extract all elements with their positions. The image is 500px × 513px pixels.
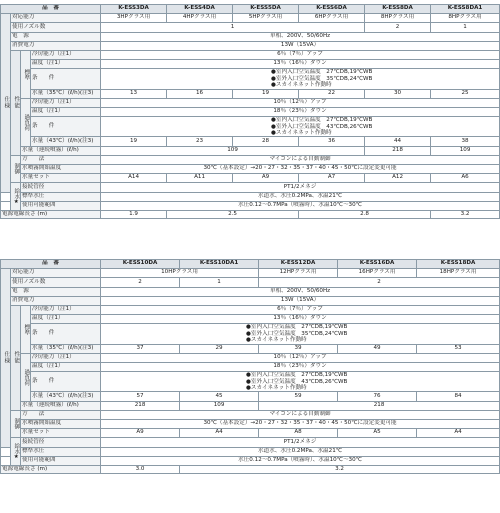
range-value: 水圧0.12〜0.7MPa（噴霧時）、水温10℃〜30℃ bbox=[101, 201, 500, 210]
power-label: 電 源 bbox=[11, 287, 101, 296]
power-label: 電 源 bbox=[11, 32, 101, 41]
water-heavy-cell: 84 bbox=[417, 392, 500, 401]
model-cell: K-ESS10DA1 bbox=[180, 260, 259, 269]
water-cont-cell: 218 bbox=[101, 401, 180, 410]
water-heavy-cell: 19 bbox=[101, 137, 167, 146]
stdwater-value: 水道水、水圧0.2MPa、水温21℃ bbox=[101, 447, 500, 456]
cond-std-row bbox=[1, 69, 500, 89]
consumption-value: 13W（15VA） bbox=[101, 296, 500, 305]
temp-std-value: 13％（16％）ダウン bbox=[101, 60, 500, 69]
water-heavy-row bbox=[1, 392, 500, 401]
temp-heavy-row bbox=[1, 107, 500, 116]
range-value: 水圧0.12〜0.7MPa（噴霧時）、水温10℃〜30℃ bbox=[101, 456, 500, 465]
temp-heavy-value: 18％（23％）ダウン bbox=[101, 362, 500, 371]
cond-label: 条 件 bbox=[31, 69, 101, 89]
temp-std-value: 13％（16％）ダウン bbox=[101, 315, 500, 324]
temp-std-row bbox=[1, 60, 500, 69]
set-label: 水量セット bbox=[21, 174, 101, 183]
stdwater-label: 標準水圧 bbox=[21, 447, 101, 456]
water-std-label: 水量（35℃）(ℓ/h)(注3) bbox=[31, 344, 101, 353]
range-row bbox=[1, 456, 500, 465]
cool-heavy-value: 10％（12％）アップ bbox=[101, 98, 500, 107]
capacity-cell: 10HPクラス用 bbox=[101, 269, 259, 278]
water-heavy-row bbox=[1, 137, 500, 146]
capacity-cell: 8HPクラス用 bbox=[431, 14, 500, 23]
water-std-cell: 37 bbox=[101, 344, 180, 353]
consumption-label: 消費電力 bbox=[11, 296, 101, 305]
water-heavy-cell: 59 bbox=[259, 392, 338, 401]
method-value: マイコンによる自動制御 bbox=[101, 155, 500, 164]
water-std-cell: 22 bbox=[299, 89, 365, 98]
set-cell: A9 bbox=[233, 174, 299, 183]
cool-heavy-row bbox=[1, 98, 500, 107]
temp-label: 温度（注1） bbox=[31, 107, 101, 116]
water-std-cell: 39 bbox=[259, 344, 338, 353]
cable-label: 電源電線長さ (m) bbox=[1, 210, 101, 218]
method-value: マイコンによる自動制御 bbox=[101, 410, 500, 419]
water-heavy-label: 水量（43℃）(ℓ/h)(注3) bbox=[31, 137, 101, 146]
cond-std-value: ●室内入口空気温度 27℃DB,19℃WB ●室外入口空気温度 35℃DB,24℃WB ●スカイネネット作動時 bbox=[101, 324, 500, 344]
model-row bbox=[1, 260, 500, 269]
cool-std-row bbox=[1, 305, 500, 314]
set-cell: A11 bbox=[167, 174, 233, 183]
cable-cell: 3.0 bbox=[101, 465, 180, 473]
model-label: 品 番 bbox=[1, 5, 101, 14]
capacity-cell: 5HPクラス用 bbox=[233, 14, 299, 23]
set-cell: A14 bbox=[101, 174, 167, 183]
method-label: 方 法 bbox=[21, 410, 101, 419]
method-row bbox=[1, 410, 500, 419]
cool-std-value: 6％（7％）アップ bbox=[101, 305, 500, 314]
nozzle-cell: 1 bbox=[180, 278, 259, 287]
water-std-cell: 16 bbox=[167, 89, 233, 98]
capacity-row bbox=[1, 14, 500, 23]
group-perf-label: 性能 bbox=[11, 50, 21, 155]
water-cont-cell: 218 bbox=[259, 401, 500, 410]
set-cell: A4 bbox=[417, 429, 500, 438]
water-cont-label: 水量（連続噴霧）(ℓ/h) bbox=[21, 401, 101, 410]
water-heavy-cell: 76 bbox=[338, 392, 417, 401]
spec-table-2 bbox=[0, 259, 500, 474]
water-cont-row bbox=[1, 146, 500, 155]
stdwater-row bbox=[1, 447, 500, 456]
capacity-cell: 4HPクラス用 bbox=[167, 14, 233, 23]
cond-label: 条 件 bbox=[31, 324, 101, 344]
stdwater-value: 水道水、水圧0.2MPa、水温21℃ bbox=[101, 192, 500, 201]
water-heavy-cell: 45 bbox=[180, 392, 259, 401]
cond-heavy-value: ●室内入口空気温度 27℃DB,19℃WB ●室外入口空気温度 43℃DB,26℃WB ●スカイネネット作動時 bbox=[101, 117, 500, 137]
nozzle-label: 使用ノズル数 bbox=[11, 278, 101, 287]
interval-value: 30℃（基本設定）→20・27・32・35・37・40・45・50℃に設定変更可能 bbox=[101, 419, 500, 428]
water-std-cell: 29 bbox=[180, 344, 259, 353]
cool-heavy-value: 10％（12％）アップ bbox=[101, 353, 500, 362]
supply-label: 給水★ bbox=[11, 438, 21, 466]
model-cell: K-ESS5DA bbox=[233, 5, 299, 14]
heavy-label: 過負荷 bbox=[21, 98, 31, 146]
temp-std-row bbox=[1, 315, 500, 324]
water-std-cell: 49 bbox=[338, 344, 417, 353]
interval-label: 水噴霧開始温度 bbox=[21, 419, 101, 428]
pipe-label: 接続管径 bbox=[21, 183, 101, 192]
set-label: 水量セット bbox=[21, 429, 101, 438]
temp-heavy-row bbox=[1, 362, 500, 371]
consumption-row bbox=[1, 41, 500, 50]
water-heavy-label: 水量（43℃）(ℓ/h)(注3) bbox=[31, 392, 101, 401]
cable-cell: 3.2 bbox=[431, 210, 500, 218]
power-value: 単相、200V、50/60Hz bbox=[101, 32, 500, 41]
model-cell: K-ESS16DA bbox=[338, 260, 417, 269]
capacity-cell: 12HPクラス用 bbox=[259, 269, 338, 278]
model-cell: K-ESS12DA bbox=[259, 260, 338, 269]
water-heavy-cell: 38 bbox=[431, 137, 500, 146]
power-row bbox=[1, 287, 500, 296]
cond-std-value: ●室内入口空気温度 27℃DB,19℃WB ●室外入口空気温度 35℃DB,24℃WB ●スカイネネット作動時 bbox=[101, 69, 500, 89]
std-label: 標準 bbox=[21, 305, 31, 353]
consumption-value: 13W（15VA） bbox=[101, 41, 500, 50]
water-cont-cell: 109 bbox=[431, 146, 500, 155]
temp-label: 温度（注1） bbox=[31, 362, 101, 371]
set-row bbox=[1, 174, 500, 183]
power-value: 単相、200V、50/60Hz bbox=[101, 287, 500, 296]
ctrl-label: 制御 bbox=[11, 155, 21, 183]
water-std-label: 水量（35℃）(ℓ/h)(注3) bbox=[31, 89, 101, 98]
cond-heavy-value: ●室内入口空気温度 27℃DB,19℃WB ●室外入口空気温度 43℃DB,26℃WB ●スカイネネット作動時 bbox=[101, 372, 500, 392]
set-cell: A5 bbox=[338, 429, 417, 438]
std-label: 標準 bbox=[21, 50, 31, 98]
set-cell: A8 bbox=[259, 429, 338, 438]
water-std-cell: 25 bbox=[431, 89, 500, 98]
range-row bbox=[1, 201, 500, 210]
cool-heavy-row bbox=[1, 353, 500, 362]
group-spec-label: 仕様 bbox=[1, 14, 11, 192]
model-label: 品 番 bbox=[1, 260, 101, 269]
nozzle-cell: 1 bbox=[101, 23, 365, 32]
nozzle-row bbox=[1, 23, 500, 32]
cond-heavy-row bbox=[1, 117, 500, 137]
capacity-cell: 6HPクラス用 bbox=[299, 14, 365, 23]
cool-std-value: 6％（7％）アップ bbox=[101, 50, 500, 59]
pipe-value: PT1/2メネジ bbox=[101, 438, 500, 447]
capacity-cell: 18HPクラス用 bbox=[417, 269, 500, 278]
cool-label: 冷房能力（注1） bbox=[31, 98, 101, 107]
spec-table-1 bbox=[0, 4, 500, 219]
method-row bbox=[1, 155, 500, 164]
capacity-cell: 16HPクラス用 bbox=[338, 269, 417, 278]
consumption-label: 消費電力 bbox=[11, 41, 101, 50]
water-cont-cell: 109 bbox=[180, 401, 259, 410]
water-std-cell: 13 bbox=[101, 89, 167, 98]
cable-row bbox=[1, 210, 500, 218]
cable-row bbox=[1, 465, 500, 473]
group-perf-label: 性能 bbox=[11, 305, 21, 410]
capacity-row bbox=[1, 269, 500, 278]
nozzle-label: 使用ノズル数 bbox=[11, 23, 101, 32]
cable-cell: 1.9 bbox=[101, 210, 167, 218]
interval-label: 水噴霧開始温度 bbox=[21, 164, 101, 173]
model-cell: K-ESS10DA bbox=[101, 260, 180, 269]
method-label: 方 法 bbox=[21, 155, 101, 164]
model-cell: K-ESS6DA bbox=[299, 5, 365, 14]
temp-label: 温度（注1） bbox=[31, 60, 101, 69]
ctrl-label: 制御 bbox=[11, 410, 21, 438]
cool-std-row bbox=[1, 50, 500, 59]
model-row bbox=[1, 5, 500, 14]
set-cell: A9 bbox=[101, 429, 180, 438]
water-std-row bbox=[1, 89, 500, 98]
water-heavy-cell: 23 bbox=[167, 137, 233, 146]
cond-label: 条 件 bbox=[31, 372, 101, 392]
capacity-cell: 3HPクラス用 bbox=[101, 14, 167, 23]
water-heavy-cell: 36 bbox=[299, 137, 365, 146]
model-cell: K-ESS18DA bbox=[417, 260, 500, 269]
cool-label: 冷房能力（注1） bbox=[31, 353, 101, 362]
cool-label: 冷房能力（注1） bbox=[31, 305, 101, 314]
supply-label: 給水★ bbox=[11, 183, 21, 211]
cool-label: 冷房能力（注1） bbox=[31, 50, 101, 59]
set-cell: A6 bbox=[431, 174, 500, 183]
cable-cell: 3.2 bbox=[180, 465, 500, 473]
water-cont-cell: 218 bbox=[365, 146, 431, 155]
water-heavy-cell: 57 bbox=[101, 392, 180, 401]
water-std-cell: 19 bbox=[233, 89, 299, 98]
set-cell: A4 bbox=[180, 429, 259, 438]
pipe-row bbox=[1, 438, 500, 447]
water-cont-row bbox=[1, 401, 500, 410]
model-cell: K-ESS4DA bbox=[167, 5, 233, 14]
set-cell: A7 bbox=[299, 174, 365, 183]
capacity-label: 対応能力 bbox=[11, 14, 101, 23]
pipe-label: 接続管径 bbox=[21, 438, 101, 447]
nozzle-cell: 1 bbox=[431, 23, 500, 32]
cable-cell: 2.5 bbox=[167, 210, 299, 218]
model-cell: K-ESS8DA1 bbox=[431, 5, 500, 14]
heavy-label: 過負荷 bbox=[21, 353, 31, 401]
range-label: 使用可能範囲 bbox=[21, 456, 101, 465]
pipe-value: PT1/2メネジ bbox=[101, 183, 500, 192]
set-cell: A12 bbox=[365, 174, 431, 183]
water-cont-label: 水量（連続噴霧）(ℓ/h) bbox=[21, 146, 101, 155]
nozzle-row bbox=[1, 278, 500, 287]
interval-row bbox=[1, 164, 500, 173]
water-std-row bbox=[1, 344, 500, 353]
stdwater-row bbox=[1, 192, 500, 201]
temp-heavy-value: 18％（23％）ダウン bbox=[101, 107, 500, 116]
water-heavy-cell: 28 bbox=[233, 137, 299, 146]
cond-heavy-row bbox=[1, 372, 500, 392]
nozzle-cell: 2 bbox=[259, 278, 500, 287]
model-cell: K-ESS3DA bbox=[101, 5, 167, 14]
set-row bbox=[1, 429, 500, 438]
nozzle-cell: 2 bbox=[101, 278, 180, 287]
capacity-cell: 8HPクラス用 bbox=[365, 14, 431, 23]
stdwater-label: 標準水圧 bbox=[21, 192, 101, 201]
model-cell: K-ESS8DA bbox=[365, 5, 431, 14]
cond-label: 条 件 bbox=[31, 117, 101, 137]
water-heavy-cell: 44 bbox=[365, 137, 431, 146]
cond-std-row bbox=[1, 324, 500, 344]
pipe-row bbox=[1, 183, 500, 192]
interval-value: 30℃（基本設定）→20・27・32・35・37・40・45・50℃に設定変更可能 bbox=[101, 164, 500, 173]
capacity-label: 対応能力 bbox=[11, 269, 101, 278]
water-std-cell: 30 bbox=[365, 89, 431, 98]
temp-label: 温度（注1） bbox=[31, 315, 101, 324]
consumption-row bbox=[1, 296, 500, 305]
power-row bbox=[1, 32, 500, 41]
water-cont-cell: 109 bbox=[101, 146, 365, 155]
group-spec-label: 仕様 bbox=[1, 269, 11, 447]
range-label: 使用可能範囲 bbox=[21, 201, 101, 210]
cable-cell: 2.8 bbox=[299, 210, 431, 218]
water-std-cell: 53 bbox=[417, 344, 500, 353]
interval-row bbox=[1, 419, 500, 428]
cable-label: 電源電線長さ (m) bbox=[1, 465, 101, 473]
nozzle-cell: 2 bbox=[365, 23, 431, 32]
